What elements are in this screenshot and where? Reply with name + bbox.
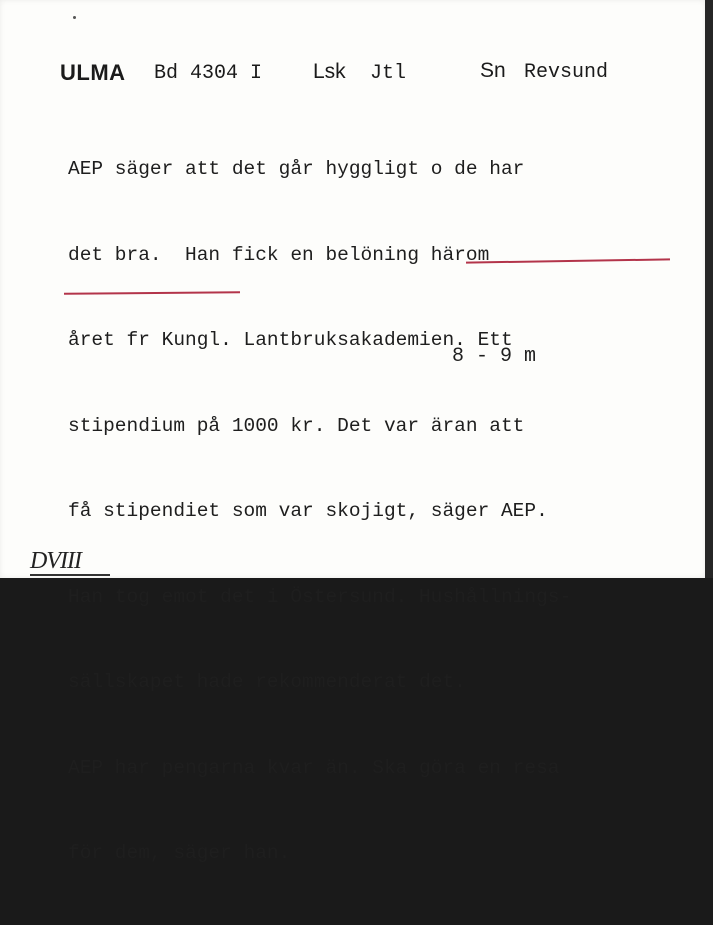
parish-value: Revsund [524,61,609,84]
text-line: Han tog emot det i Östersund. Hushållnings- [68,585,572,608]
text-line: stipendium på 1000 kr. Det var äran att [68,414,525,437]
province-value: Jtl [370,62,407,85]
volume-reference: Bd 4304 I [154,62,263,85]
text-line: AEP säger att det går hyggligt o de har [68,158,525,180]
card-body-text [68,98,571,925]
text-line: AEP har pengarna kvar än. Ska göra en resa [68,756,560,779]
handwritten-signature: DVIII [30,548,81,574]
province-label: Lsk [313,60,346,83]
archive-title: ULMA [60,60,126,85]
text-line: det bra. Han fick en belöning härom [68,243,490,266]
text-line: sällskapet hade rekommenderat det. [68,671,466,693]
card-edge-shadow [705,0,713,578]
text-line: för dem, säger han. [68,842,291,864]
page-reference: 8 - 9 m [452,345,537,368]
card-header [60,58,660,88]
text-line: få stipendiet som var skojigt, säger AEP. [68,500,548,522]
signature-underline [30,574,110,576]
parish-label: Sn [480,59,506,82]
text-line: året fr Kungl. Lantbruksakademien. Ett [68,329,513,351]
ink-dot [73,16,76,19]
